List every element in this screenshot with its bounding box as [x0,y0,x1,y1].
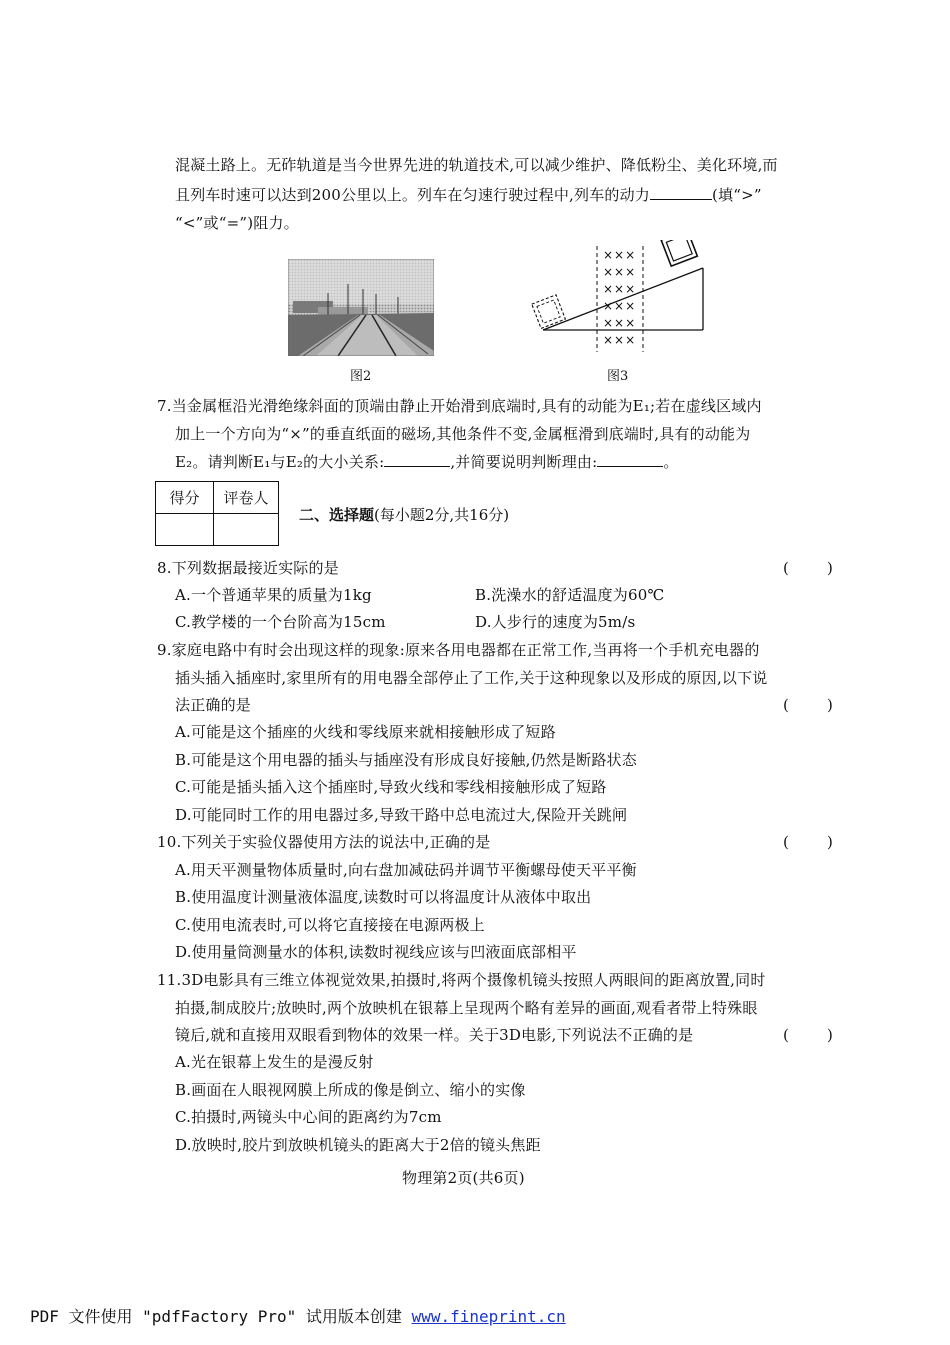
q11-option-b: B.画面在人眼视网膜上所成的像是倒立、缩小的实像 [175,1081,526,1099]
q10-option-d: D.使用量筒测量水的体积,读数时视线应该与凹液面底部相平 [175,943,577,961]
q6-line3: “<”或“=”)阻力。 [175,214,299,232]
q9-line3: 法正确的是 [175,696,252,714]
q7-line3-mid: ,并简要说明判断理由: [450,453,598,471]
q9-option-d: D.可能同时工作的用电器过多,导致干路中总电流过大,保险开关跳闸 [175,806,628,824]
grader-label: 评卷人 [214,482,279,514]
q8-option-c: C.教学楼的一个台阶高为15cm [175,613,386,631]
q9-line2: 插头插入插座时,家里所有的用电器全部停止了工作,关于这种现象以及形成的原因,以下说 [175,669,768,687]
fig2-railway-photo [288,259,434,356]
q8-option-a: A.一个普通苹果的质量为1kg [175,586,372,604]
q8-option-b: B.洗澡水的舒适温度为60℃ [475,586,665,604]
q8-answer-bracket[interactable]: ( ) [783,559,833,577]
q9-answer-bracket[interactable]: ( ) [783,696,833,714]
q8-option-d: D.人步行的速度为5m/s [475,613,636,631]
q11-option-c: C.拍摄时,两镜头中心间的距离约为7cm [175,1108,442,1126]
field-row-5: ××× [603,316,637,330]
q9-option-a: A.可能是这个插座的火线和零线原来就相接触形成了短路 [175,723,556,741]
q9-option-c: C.可能是插头插入这个插座时,导致火线和零线相接触形成了短路 [175,778,607,796]
q6-line2-text: 且列车时速可以达到200公里以上。列车在匀速行驶过程中,列车的动力 [175,186,651,204]
q11-line1: 11.3D电影具有三维立体视觉效果,拍摄时,将两个摄像机镜头按照人两眼间的距离放置,同时 [157,971,766,989]
q11-line2: 拍摄,制成胶片;放映时,两个放映机在银幕上呈现两个略有差异的画面,观看者带上特殊眼 [175,999,758,1017]
pdf-watermark [30,1306,566,1328]
score-label: 得分 [156,482,214,514]
score-cell[interactable] [156,514,214,546]
field-row-3: ××× [603,282,637,296]
fig3-caption: 图3 [607,369,629,384]
watermark-text: PDF 文件使用 "pdfFactory Pro" 试用版本创建 [30,1307,412,1326]
q6-line2-hint: (填“>” [712,186,762,204]
q11-option-a: A.光在银幕上发生的是漫反射 [175,1053,374,1071]
q7-relation-blank[interactable] [384,452,450,467]
field-row-2: ××× [603,265,637,279]
field-row-1: ××× [603,248,637,262]
q11-option-d: D.放映时,胶片到放映机镜头的距离大于2倍的镜头焦距 [175,1136,541,1154]
q11-line3: 镜后,就和直接用双眼看到物体的效果一样。关于3D电影,下列说法不正确的是 [175,1026,694,1044]
field-row-6: ××× [603,333,637,347]
q8-stem: 8.下列数据最接近实际的是 [157,559,339,577]
q6-line2 [175,185,762,205]
q7-line3 [175,452,679,472]
q10-option-c: C.使用电流表时,可以将它直接接在电源两极上 [175,916,485,934]
score-box [155,481,279,546]
q7-line2: 加上一个方向为“×”的垂直纸面的磁场,其他条件不变,金属框滑到底端时,具有的动能为 [175,425,751,443]
section-title [299,505,509,525]
q7-reason-blank[interactable] [597,452,663,467]
section-note: (每小题2分,共16分) [374,506,510,524]
fig2-caption: 图2 [350,369,372,384]
q9-line1: 9.家庭电路中有时会出现这样的现象:原来各用电器都在正常工作,当再将一个手机充电器的 [157,641,760,659]
q7-line3-end: 。 [663,453,679,471]
q10-option-b: B.使用温度计测量液体温度,读数时可以将温度计从液体中取出 [175,888,592,906]
q9-option-b: B.可能是这个用电器的插头与插座没有形成良好接触,仍然是断路状态 [175,751,637,769]
q11-answer-bracket[interactable]: ( ) [783,1026,833,1044]
q6-line1: 混凝土路上。无砟轨道是当今世界先进的轨道技术,可以减少维护、降低粉尘、美化环境,而 [175,156,778,174]
page-footer: 物理第2页(共6页) [402,1169,525,1187]
q10-option-a: A.用天平测量物体质量时,向右盘加减砝码并调节平衡螺母使天平平衡 [175,861,637,879]
watermark-link[interactable]: www.fineprint.cn [411,1307,566,1326]
section-heading: 二、选择题 [299,506,375,524]
grader-cell[interactable] [214,514,279,546]
q7-line3-text: E₂。请判断E₁与E₂的大小关系: [175,453,385,471]
q6-answer-blank[interactable] [650,185,712,200]
q7-line1: 7.当金属框沿光滑绝缘斜面的顶端由静止开始滑到底端时,具有的动能为E₁;若在虚线区域内 [157,397,762,415]
q10-answer-bracket[interactable]: ( ) [783,833,833,851]
field-row-4: ××× [603,299,637,313]
q10-stem: 10.下列关于实验仪器使用方法的说法中,正确的是 [157,833,491,851]
fig3-incline-diagram [525,240,725,360]
